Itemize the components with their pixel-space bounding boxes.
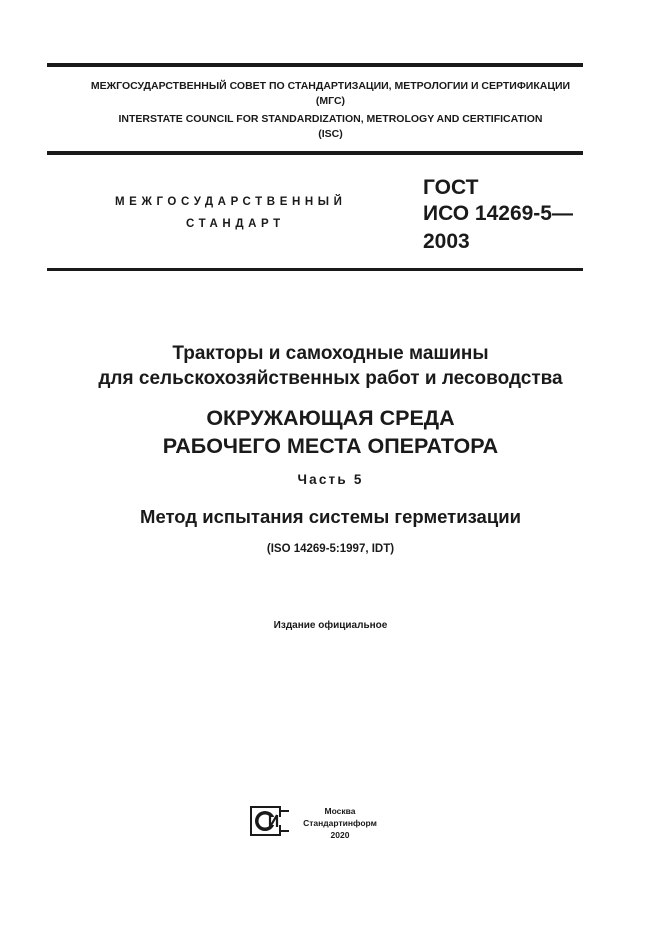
publisher-year: 2020 (330, 830, 350, 840)
standartinform-logo-icon (250, 806, 290, 836)
standard-kind-line2: СТАНДАРТ (186, 218, 285, 230)
header-bottom-rule (47, 151, 583, 155)
iso-reference: (ISO 14269-5:1997, IDT) (266, 543, 395, 555)
designation-line2: ИСО 14269-5— (423, 202, 573, 225)
publisher-name: Стандартинформ (303, 818, 377, 828)
council-en-line1: INTERSTATE COUNCIL FOR STANDARDIZATION, METROLOGY AND CERTIFICATION (118, 113, 543, 125)
subtitle: Метод испытания системы герметизации (140, 506, 521, 527)
designation-line1: ГОСТ (423, 176, 479, 199)
edition-note: Издание официальное (273, 620, 388, 631)
designation-rule (47, 268, 583, 271)
council-ru-abbr: (МГС) (315, 95, 346, 107)
council-en-abbr: (ISC) (318, 128, 343, 140)
standard-kind-line1: МЕЖГОСУДАРСТВЕННЫЙ (115, 196, 347, 208)
council-ru-line1: МЕЖГОСУДАРСТВЕННЫЙ СОВЕТ ПО СТАНДАРТИЗАЦИИ, МЕТРОЛОГИИ И СЕРТИФИКАЦИИ (90, 80, 571, 92)
main-title-line2: РАБОЧЕГО МЕСТА ОПЕРАТОРА (162, 434, 499, 458)
title-line1: Тракторы и самоходные машины (172, 343, 489, 364)
main-title-line1: ОКРУЖАЮЩАЯ СРЕДА (206, 406, 455, 430)
title-line2: для сельскохозяйственных работ и лесоводства (98, 368, 563, 389)
publisher-city: Москва (324, 806, 356, 816)
top-rule (47, 63, 583, 67)
designation-line3: 2003 (423, 230, 470, 253)
part-label: Часть 5 (297, 472, 364, 487)
